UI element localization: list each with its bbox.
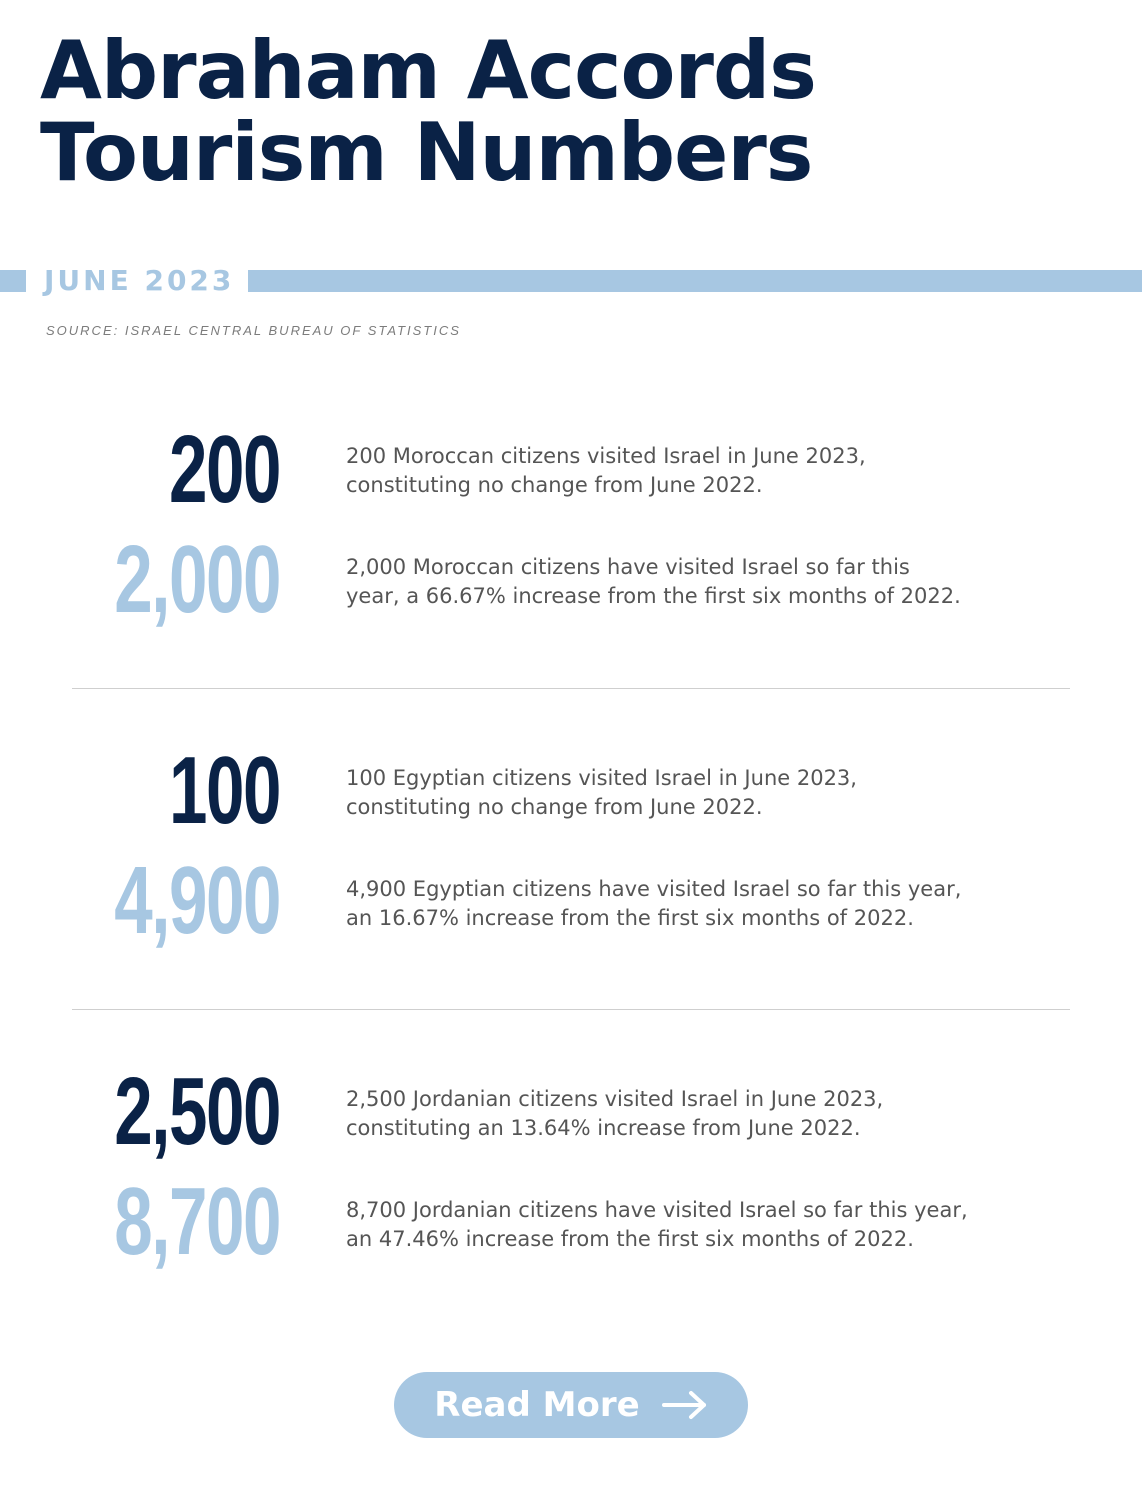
- monthly-description: [346, 1085, 1066, 1143]
- ytd-description: [346, 1196, 1066, 1254]
- date-band-right: [248, 270, 1142, 292]
- ytd-description: [346, 875, 1066, 933]
- ytd-description: [346, 553, 1066, 611]
- ytd-description-line-1: 8,700 Jordanian citizens have visited Israel so far this year,: [346, 1198, 968, 1222]
- monthly-description-line-1: 2,500 Jordanian citizens visited Israel in June 2023,: [346, 1087, 884, 1111]
- monthly-description-line-1: 100 Egyptian citizens visited Israel in June 2023,: [346, 766, 857, 790]
- monthly-description: [346, 764, 1066, 822]
- monthly-description: [346, 442, 1066, 500]
- ytd-description-line-2: an 47.46% increase from the first six months of 2022.: [346, 1227, 914, 1251]
- ytd-value: 8,700: [114, 1168, 281, 1275]
- ytd-description-line-1: 2,000 Moroccan citizens have visited Israel so far this: [346, 555, 910, 579]
- source-note: SOURCE: ISRAEL CENTRAL BUREAU OF STATISTICS: [46, 323, 461, 338]
- monthly-value: 100: [168, 737, 280, 844]
- arrow-right-icon: [662, 1390, 708, 1420]
- ytd-description-line-2: an 16.67% increase from the first six months of 2022.: [346, 906, 914, 930]
- date-band-left: [0, 270, 26, 292]
- ytd-value: 4,900: [114, 847, 281, 954]
- read-more-button[interactable]: [394, 1372, 748, 1438]
- monthly-description-line-2: constituting no change from June 2022.: [346, 473, 763, 497]
- monthly-description-line-1: 200 Moroccan citizens visited Israel in June 2023,: [346, 444, 866, 468]
- ytd-description-line-1: 4,900 Egyptian citizens have visited Israel so far this year,: [346, 877, 962, 901]
- page-title: [40, 24, 816, 199]
- section-divider: [72, 1009, 1070, 1010]
- title-line-1: Abraham Accords: [40, 24, 816, 117]
- monthly-value: 200: [168, 416, 280, 523]
- title-line-2: Tourism Numbers: [40, 106, 813, 199]
- read-more-label: Read More: [434, 1385, 640, 1425]
- monthly-description-line-2: constituting an 13.64% increase from June 2022.: [346, 1116, 861, 1140]
- report-date: JUNE 2023: [44, 264, 235, 297]
- monthly-value: 2,500: [114, 1058, 281, 1165]
- monthly-description-line-2: constituting no change from June 2022.: [346, 795, 763, 819]
- ytd-description-line-2: year, a 66.67% increase from the first six months of 2022.: [346, 584, 961, 608]
- ytd-value: 2,000: [114, 526, 281, 633]
- section-divider: [72, 688, 1070, 689]
